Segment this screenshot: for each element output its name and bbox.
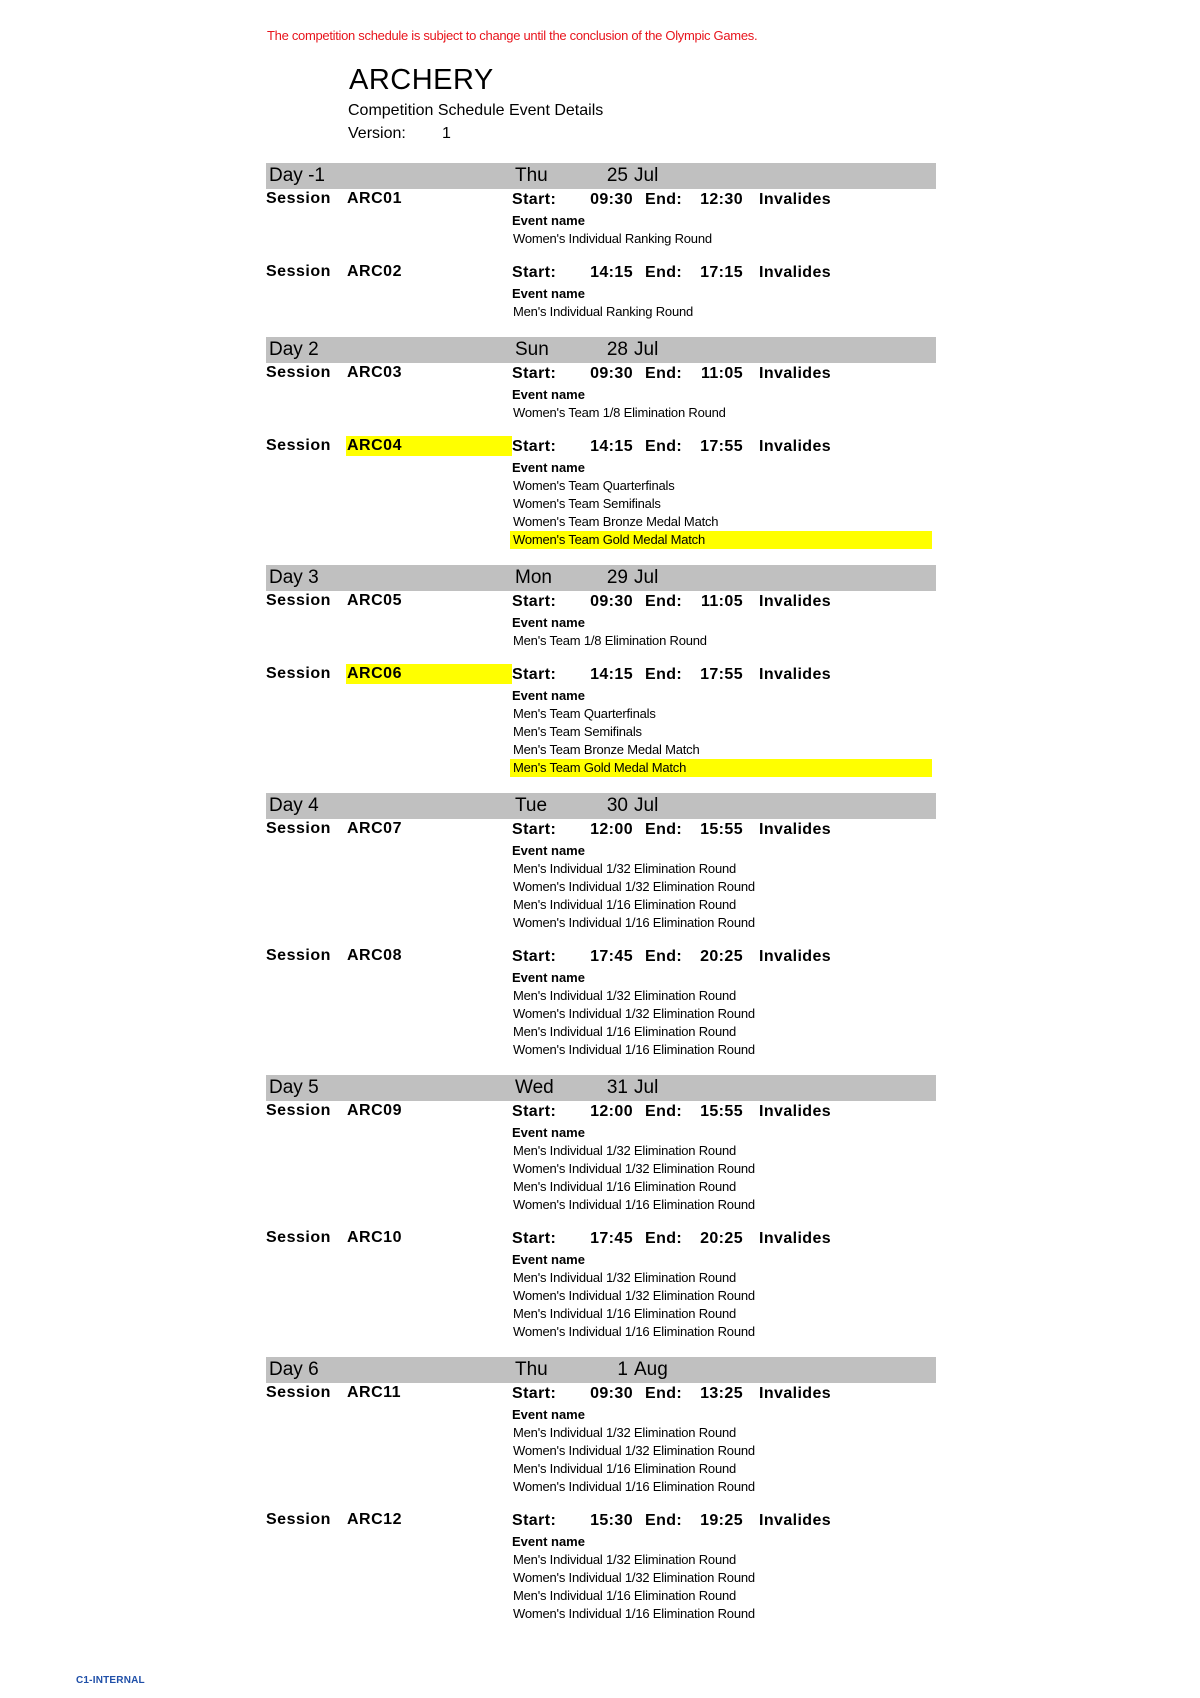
day-block (266, 1357, 936, 1623)
end-time: 17:55 (700, 666, 743, 683)
day-weekday: Thu (515, 165, 548, 186)
session-label: Session (266, 1229, 331, 1246)
session-details (512, 664, 936, 777)
session-label: Session (266, 1511, 331, 1528)
day-date: 1 (617, 1359, 628, 1380)
session-label: Session (266, 437, 331, 454)
session-time-line (512, 946, 936, 968)
start-time: 09:30 (590, 365, 633, 382)
session-block (266, 946, 936, 1059)
session-id (266, 1383, 401, 1403)
event-name-header: Event name (512, 843, 585, 858)
day-label: Day 2 (269, 339, 319, 360)
event-name-header: Event name (512, 213, 585, 228)
event-item: Women's Individual 1/16 Elimination Round (513, 915, 755, 930)
start-time: 09:30 (590, 593, 633, 610)
end-label: End: (645, 1230, 683, 1247)
end-time: 20:25 (700, 1230, 743, 1247)
event-item: Women's Individual 1/32 Elimination Round (513, 1570, 755, 1585)
day-label: Day -1 (269, 165, 325, 186)
session-id (266, 1510, 402, 1530)
event-item: Men's Individual 1/16 Elimination Round (513, 897, 737, 912)
end-label: End: (645, 191, 683, 208)
event-item: Women's Individual 1/16 Elimination Round (513, 1197, 755, 1212)
session-code: ARC08 (347, 947, 402, 964)
end-label: End: (645, 365, 683, 382)
session-code: ARC05 (347, 592, 402, 609)
session-code: ARC12 (347, 1511, 402, 1528)
event-item: Men's Individual 1/32 Elimination Round (513, 1270, 737, 1285)
session-label: Session (266, 190, 331, 207)
day-month: Aug (634, 1359, 668, 1380)
end-label: End: (645, 948, 683, 965)
day-month: Jul (634, 1077, 659, 1098)
venue-name: Invalides (759, 365, 832, 382)
event-item: Men's Team Quarterfinals (513, 706, 656, 721)
day-block (266, 1075, 936, 1341)
day-label: Day 3 (269, 567, 319, 588)
classification-footer: C1-INTERNAL (76, 1675, 145, 1686)
session-time-line (512, 1101, 936, 1123)
day-weekday: Tue (515, 795, 548, 816)
start-label: Start: (512, 821, 557, 838)
event-item: Men's Individual Ranking Round (513, 304, 694, 319)
session-block (266, 1383, 936, 1496)
end-label: End: (645, 593, 683, 610)
venue-name: Invalides (759, 593, 832, 610)
session-id (266, 946, 402, 966)
session-block (266, 1101, 936, 1214)
event-item: Women's Individual 1/32 Elimination Round (513, 1161, 755, 1176)
venue-name: Invalides (759, 1103, 832, 1120)
event-item: Men's Individual 1/32 Elimination Round (513, 1425, 737, 1440)
start-time: 14:15 (590, 438, 633, 455)
start-time: 12:00 (590, 1103, 633, 1120)
end-label: End: (645, 1103, 683, 1120)
end-time: 15:55 (700, 821, 743, 838)
session-id (266, 1101, 402, 1121)
session-time-line (512, 1383, 936, 1405)
venue-name: Invalides (759, 1230, 832, 1247)
start-label: Start: (512, 1230, 557, 1247)
session-block (266, 262, 936, 321)
event-name-header: Event name (512, 1534, 585, 1549)
event-item: Men's Team Bronze Medal Match (513, 742, 700, 757)
venue-name: Invalides (759, 1512, 832, 1529)
session-label: Session (266, 263, 331, 280)
day-header (266, 1075, 936, 1101)
event-item: Men's Individual 1/32 Elimination Round (513, 988, 737, 1003)
session-time-line (512, 819, 936, 841)
event-name-header: Event name (512, 970, 585, 985)
start-time: 17:45 (590, 948, 633, 965)
session-label: Session (266, 1384, 331, 1401)
event-name-header: Event name (512, 387, 585, 402)
day-date: 31 (606, 1077, 628, 1098)
start-label: Start: (512, 666, 557, 683)
start-label: Start: (512, 948, 557, 965)
end-label: End: (645, 1512, 683, 1529)
day-block (266, 793, 936, 1059)
session-id (266, 262, 402, 282)
event-item: Women's Team 1/8 Elimination Round (513, 405, 726, 420)
event-item: Women's Individual Ranking Round (513, 231, 712, 246)
day-date: 29 (606, 567, 628, 588)
session-details (512, 189, 936, 248)
end-time: 20:25 (700, 948, 743, 965)
session-label: Session (266, 592, 331, 609)
end-label: End: (645, 821, 683, 838)
page-subtitle: Competition Schedule Event Details (348, 102, 604, 119)
start-time: 14:15 (590, 264, 633, 281)
session-time-line (512, 1228, 936, 1250)
session-id (266, 591, 402, 611)
session-label: Session (266, 947, 331, 964)
event-name-header: Event name (512, 1125, 585, 1140)
day-header (266, 163, 936, 189)
session-time-line (512, 262, 936, 284)
session-block (266, 1228, 936, 1341)
session-block (266, 363, 936, 422)
day-weekday: Mon (515, 567, 552, 588)
event-name-header: Event name (512, 286, 585, 301)
version-label: Version: (348, 125, 406, 142)
session-id (266, 363, 402, 383)
day-date: 28 (606, 339, 628, 360)
venue-name: Invalides (759, 821, 832, 838)
day-date: 30 (606, 795, 628, 816)
session-code: ARC09 (347, 1102, 402, 1119)
session-details (512, 436, 936, 549)
session-time-line (512, 436, 936, 458)
event-item: Men's Individual 1/16 Elimination Round (513, 1306, 737, 1321)
event-item: Women's Individual 1/32 Elimination Round (513, 1006, 755, 1021)
session-time-line (512, 189, 936, 211)
end-label: End: (645, 438, 683, 455)
session-label: Session (266, 1102, 331, 1119)
start-label: Start: (512, 1512, 557, 1529)
event-item: Men's Individual 1/16 Elimination Round (513, 1588, 737, 1603)
event-item: Women's Team Quarterfinals (513, 478, 675, 493)
event-name-header: Event name (512, 460, 585, 475)
session-details (512, 363, 936, 422)
event-item: Women's Individual 1/16 Elimination Round (513, 1479, 755, 1494)
start-time: 12:00 (590, 821, 633, 838)
event-item: Men's Individual 1/32 Elimination Round (513, 1552, 737, 1567)
start-time: 14:15 (590, 666, 633, 683)
event-name-header: Event name (512, 1407, 585, 1422)
session-code: ARC04 (346, 436, 512, 456)
session-code: ARC03 (347, 364, 402, 381)
session-label: Session (266, 820, 331, 837)
venue-name: Invalides (759, 264, 832, 281)
session-label: Session (266, 665, 331, 682)
session-block (266, 591, 936, 650)
session-details (512, 1383, 936, 1496)
end-time: 17:55 (700, 438, 743, 455)
day-header (266, 1357, 936, 1383)
session-details (512, 1101, 936, 1214)
start-label: Start: (512, 438, 557, 455)
day-month: Jul (634, 567, 659, 588)
end-label: End: (645, 1385, 683, 1402)
session-details (512, 591, 936, 650)
day-weekday: Wed (515, 1077, 554, 1098)
event-name-header: Event name (512, 688, 585, 703)
day-label: Day 6 (269, 1359, 319, 1380)
session-time-line (512, 1510, 936, 1532)
session-block (266, 436, 936, 549)
schedule-list (266, 163, 936, 1639)
page-title: ARCHERY (349, 64, 494, 96)
end-label: End: (645, 264, 683, 281)
event-item: Women's Individual 1/32 Elimination Round (513, 1443, 755, 1458)
start-label: Start: (512, 1385, 557, 1402)
start-label: Start: (512, 264, 557, 281)
session-block (266, 664, 936, 777)
session-time-line (512, 591, 936, 613)
event-item: Men's Individual 1/32 Elimination Round (513, 861, 737, 876)
venue-name: Invalides (759, 948, 832, 965)
venue-name: Invalides (759, 191, 832, 208)
day-weekday: Sun (515, 339, 549, 360)
event-item: Men's Individual 1/16 Elimination Round (513, 1024, 737, 1039)
version-value: 1 (442, 125, 451, 142)
version-line (348, 125, 451, 143)
session-details (512, 1510, 936, 1623)
session-block (266, 819, 936, 932)
session-time-line (512, 363, 936, 385)
session-code: ARC11 (347, 1384, 402, 1401)
day-month: Jul (634, 339, 659, 360)
day-label: Day 5 (269, 1077, 319, 1098)
session-code: ARC02 (347, 263, 402, 280)
event-name-header: Event name (512, 1252, 585, 1267)
session-code: ARC07 (347, 820, 402, 837)
end-time: 17:15 (700, 264, 743, 281)
day-header (266, 565, 936, 591)
session-id (266, 189, 402, 209)
event-item: Men's Team 1/8 Elimination Round (513, 633, 707, 648)
event-item: Women's Team Semifinals (513, 496, 661, 511)
event-item: Men's Team Gold Medal Match (510, 759, 932, 777)
session-block (266, 189, 936, 248)
venue-name: Invalides (759, 666, 832, 683)
start-time: 09:30 (590, 191, 633, 208)
session-details (512, 819, 936, 932)
end-time: 15:55 (700, 1103, 743, 1120)
day-month: Jul (634, 165, 659, 186)
end-time: 12:30 (700, 191, 743, 208)
end-label: End: (645, 666, 683, 683)
day-weekday: Thu (515, 1359, 548, 1380)
end-time: 11:05 (700, 593, 743, 610)
start-label: Start: (512, 593, 557, 610)
start-time: 15:30 (590, 1512, 633, 1529)
session-details (512, 1228, 936, 1341)
session-id (266, 436, 512, 456)
day-block (266, 337, 936, 549)
schedule-change-notice: The competition schedule is subject to change until the conclusion of the Olympic Games. (267, 28, 758, 43)
session-details (512, 946, 936, 1059)
session-id (266, 1228, 402, 1248)
session-details (512, 262, 936, 321)
end-time: 11:05 (700, 365, 743, 382)
day-month: Jul (634, 795, 659, 816)
event-item: Women's Team Bronze Medal Match (513, 514, 719, 529)
start-label: Start: (512, 1103, 557, 1120)
event-item: Men's Individual 1/32 Elimination Round (513, 1143, 737, 1158)
event-item: Women's Individual 1/32 Elimination Round (513, 1288, 755, 1303)
session-code: ARC01 (347, 190, 402, 207)
session-code: ARC06 (346, 664, 512, 684)
session-id (266, 664, 512, 684)
end-time: 19:25 (700, 1512, 743, 1529)
event-item: Women's Individual 1/32 Elimination Round (513, 879, 755, 894)
session-id (266, 819, 402, 839)
day-date: 25 (606, 165, 628, 186)
end-time: 13:25 (700, 1385, 743, 1402)
session-code: ARC10 (347, 1229, 402, 1246)
session-block (266, 1510, 936, 1623)
event-item: Women's Team Gold Medal Match (510, 531, 932, 549)
start-label: Start: (512, 365, 557, 382)
session-time-line (512, 664, 936, 686)
event-name-header: Event name (512, 615, 585, 630)
day-header (266, 793, 936, 819)
session-label: Session (266, 364, 331, 381)
event-item: Women's Individual 1/16 Elimination Round (513, 1324, 755, 1339)
start-time: 09:30 (590, 1385, 633, 1402)
venue-name: Invalides (759, 1385, 832, 1402)
venue-name: Invalides (759, 438, 832, 455)
event-item: Men's Individual 1/16 Elimination Round (513, 1461, 737, 1476)
day-block (266, 565, 936, 777)
day-header (266, 337, 936, 363)
day-label: Day 4 (269, 795, 319, 816)
day-block (266, 163, 936, 321)
event-item: Women's Individual 1/16 Elimination Round (513, 1042, 755, 1057)
start-time: 17:45 (590, 1230, 633, 1247)
event-item: Men's Team Semifinals (513, 724, 642, 739)
event-item: Men's Individual 1/16 Elimination Round (513, 1179, 737, 1194)
event-item: Women's Individual 1/16 Elimination Round (513, 1606, 755, 1621)
start-label: Start: (512, 191, 557, 208)
